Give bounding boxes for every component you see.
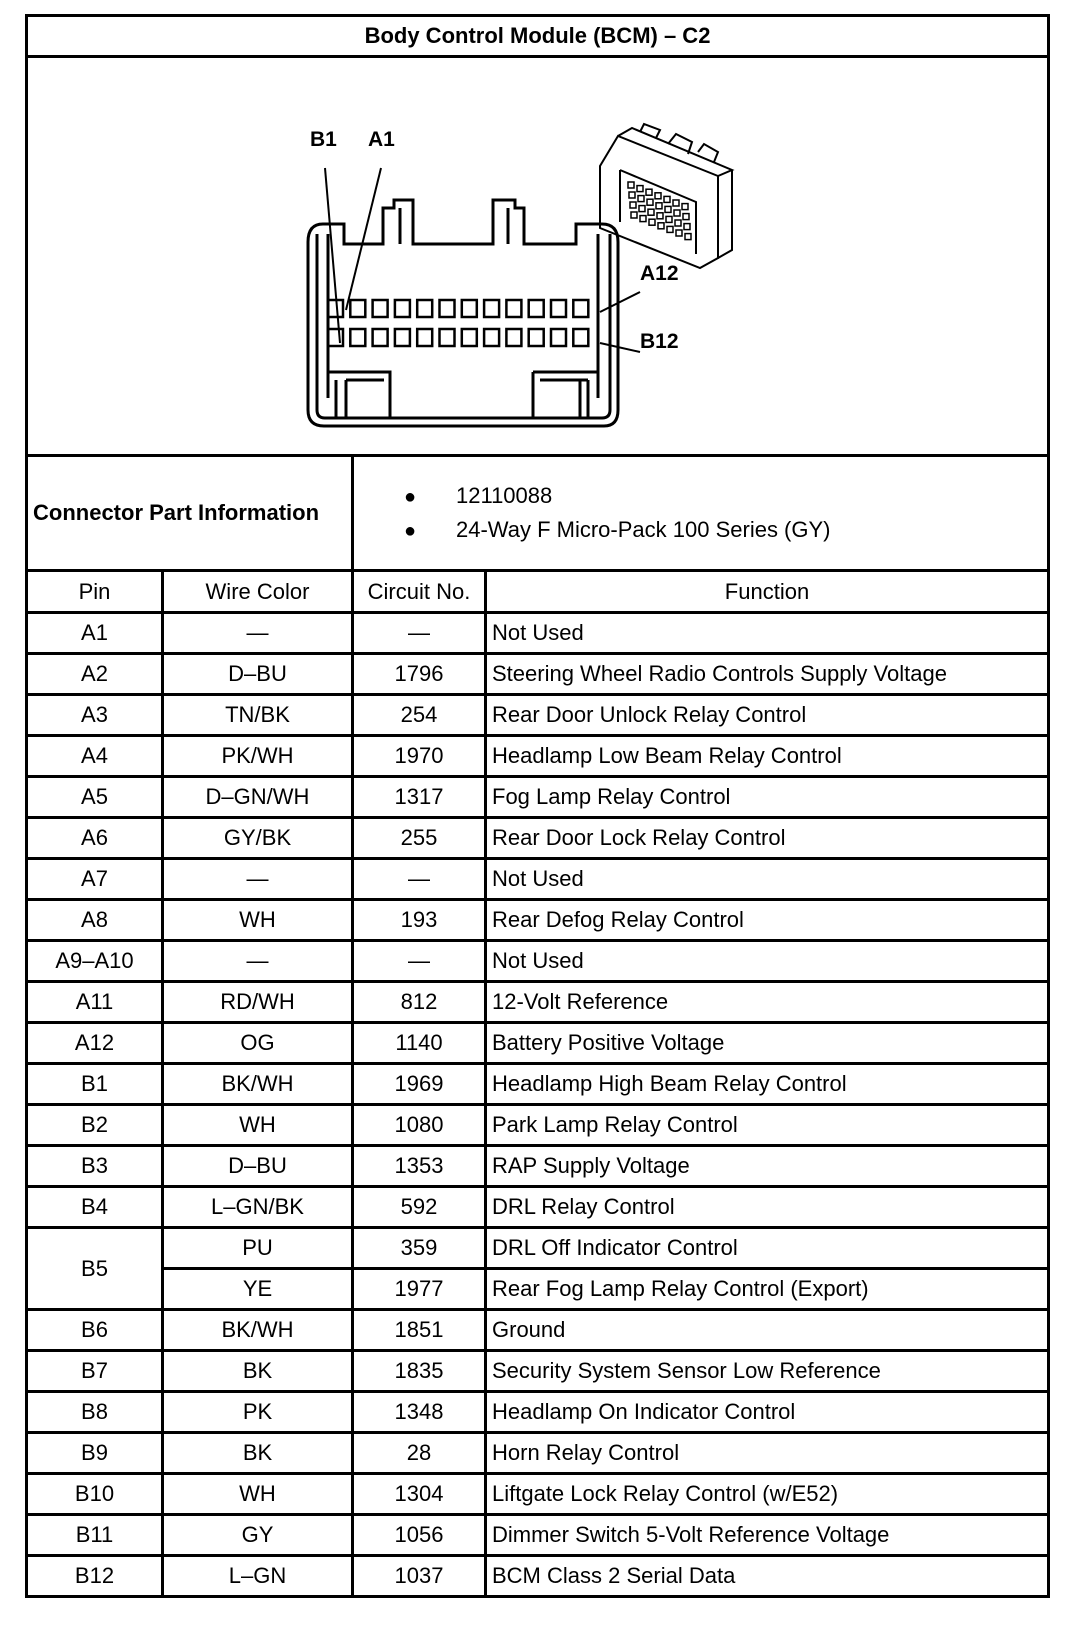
thumbnail-cavity: [637, 186, 643, 192]
pin-cavity: [462, 300, 477, 317]
thumbnail-cavity: [665, 206, 671, 212]
table-header: [27, 571, 1049, 613]
table-row: [27, 1556, 1049, 1597]
pin-cavity: [350, 329, 365, 346]
circuit-cell: 28: [353, 1433, 486, 1474]
circuit-cell: 193: [353, 900, 486, 941]
circuit-cell: 1353: [353, 1146, 486, 1187]
wire-color-cell: WH: [163, 1105, 353, 1146]
pin-cell: A7: [27, 859, 163, 900]
wire-color-cell: TN/BK: [163, 695, 353, 736]
thumbnail-cavity: [664, 196, 670, 202]
circuit-cell: 1796: [353, 654, 486, 695]
table-row: [27, 1187, 1049, 1228]
circuit-cell: 254: [353, 695, 486, 736]
pin-cell: B5: [27, 1228, 163, 1310]
thumbnail-cavity: [682, 204, 688, 210]
function-cell: Security System Sensor Low Reference: [486, 1351, 1049, 1392]
label-a1: A1: [368, 128, 395, 151]
pin-cell: B3: [27, 1146, 163, 1187]
circuit-cell: —: [353, 859, 486, 900]
circuit-cell: 1037: [353, 1556, 486, 1597]
function-cell: Ground: [486, 1310, 1049, 1351]
table-row: [27, 777, 1049, 818]
pin-cavity: [440, 300, 455, 317]
pin-cell: A9–A10: [27, 941, 163, 982]
circuit-cell: 1969: [353, 1064, 486, 1105]
pin-cavity: [417, 300, 432, 317]
wire-color-cell: L–GN: [163, 1556, 353, 1597]
part-info-values: [353, 456, 1049, 571]
function-cell: Liftgate Lock Relay Control (w/E52): [486, 1474, 1049, 1515]
thumbnail-cavity: [631, 212, 637, 218]
pin-cell: B7: [27, 1351, 163, 1392]
pin-cavity: [551, 300, 566, 317]
pin-cavity: [350, 300, 365, 317]
function-cell: Headlamp On Indicator Control: [486, 1392, 1049, 1433]
connector-sheet: [25, 14, 1047, 1598]
pin-cell: A2: [27, 654, 163, 695]
function-cell: 12-Volt Reference: [486, 982, 1049, 1023]
connector-diagram: [27, 57, 1049, 456]
function-cell: Battery Positive Voltage: [486, 1023, 1049, 1064]
function-cell: RAP Supply Voltage: [486, 1146, 1049, 1187]
wire-color-cell: GY: [163, 1515, 353, 1556]
label-a12: A12: [640, 262, 679, 285]
table-row: [27, 818, 1049, 859]
pin-cell: B2: [27, 1105, 163, 1146]
thumbnail-cavity: [676, 230, 682, 236]
table-row: [27, 1023, 1049, 1064]
table-row: [27, 941, 1049, 982]
wire-color-cell: WH: [163, 900, 353, 941]
table-row: [27, 1392, 1049, 1433]
pin-cell: B4: [27, 1187, 163, 1228]
table-row: [27, 1228, 1049, 1269]
pin-cavity: [529, 329, 544, 346]
pin-cell: B11: [27, 1515, 163, 1556]
pin-cell: A4: [27, 736, 163, 777]
circuit-cell: 1851: [353, 1310, 486, 1351]
pin-cavity: [506, 300, 521, 317]
header-function: Function: [486, 571, 1049, 613]
part-info-item: [404, 479, 1047, 513]
function-cell: Horn Relay Control: [486, 1433, 1049, 1474]
wire-color-cell: GY/BK: [163, 818, 353, 859]
thumbnail-cavity: [666, 216, 672, 222]
circuit-cell: 1348: [353, 1392, 486, 1433]
bullet-icon: ●: [404, 486, 417, 508]
wire-color-cell: D–BU: [163, 1146, 353, 1187]
circuit-cell: 1304: [353, 1474, 486, 1515]
thumbnail-cavity: [656, 203, 662, 209]
pin-cavity: [484, 329, 499, 346]
function-cell: Rear Door Lock Relay Control: [486, 818, 1049, 859]
thumbnail-cavity: [667, 226, 673, 232]
wire-color-cell: RD/WH: [163, 982, 353, 1023]
function-cell: DRL Relay Control: [486, 1187, 1049, 1228]
table-row: [27, 695, 1049, 736]
wire-color-cell: OG: [163, 1023, 353, 1064]
table-row: [27, 1146, 1049, 1187]
thumbnail-cavity: [646, 189, 652, 195]
pin-cavity: [440, 329, 455, 346]
function-cell: Rear Defog Relay Control: [486, 900, 1049, 941]
wire-color-cell: D–BU: [163, 654, 353, 695]
part-info-item: [404, 513, 1047, 547]
pin-cavity: [328, 329, 343, 346]
page-title: Body Control Module (BCM) – C2: [27, 16, 1049, 57]
pin-cell: A5: [27, 777, 163, 818]
function-cell: Rear Fog Lamp Relay Control (Export): [486, 1269, 1049, 1310]
thumbnail-cavity: [629, 192, 635, 198]
table-row: [27, 1269, 1049, 1310]
pin-cell: B6: [27, 1310, 163, 1351]
thumbnail-cavity: [639, 206, 645, 212]
pin-cavity: [484, 300, 499, 317]
pin-cavity: [573, 300, 588, 317]
table-row: [27, 1105, 1049, 1146]
circuit-cell: 1056: [353, 1515, 486, 1556]
table-row: [27, 1515, 1049, 1556]
wire-color-cell: PU: [163, 1228, 353, 1269]
pin-cell: A12: [27, 1023, 163, 1064]
function-cell: Rear Door Unlock Relay Control: [486, 695, 1049, 736]
circuit-cell: 359: [353, 1228, 486, 1269]
connector-face-drawing: [28, 58, 1044, 454]
pin-cell: B9: [27, 1433, 163, 1474]
pin-cell: A8: [27, 900, 163, 941]
function-cell: Not Used: [486, 613, 1049, 654]
wire-color-cell: L–GN/BK: [163, 1187, 353, 1228]
pin-cavity: [373, 300, 388, 317]
function-cell: Not Used: [486, 859, 1049, 900]
circuit-cell: —: [353, 613, 486, 654]
table-row: [27, 1474, 1049, 1515]
wire-color-cell: WH: [163, 1474, 353, 1515]
function-cell: Fog Lamp Relay Control: [486, 777, 1049, 818]
circuit-cell: 1977: [353, 1269, 486, 1310]
pin-cavity: [462, 329, 477, 346]
wire-color-cell: BK/WH: [163, 1310, 353, 1351]
wire-color-cell: —: [163, 859, 353, 900]
wire-color-cell: PK: [163, 1392, 353, 1433]
pin-cell: A1: [27, 613, 163, 654]
thumbnail-cavity: [674, 210, 680, 216]
thumbnail-cavity: [648, 209, 654, 215]
pin-cavity: [506, 329, 521, 346]
table-row: [27, 1310, 1049, 1351]
circuit-cell: 1140: [353, 1023, 486, 1064]
function-cell: Headlamp High Beam Relay Control: [486, 1064, 1049, 1105]
pin-cavity: [328, 300, 343, 317]
function-cell: Not Used: [486, 941, 1049, 982]
table-row: [27, 736, 1049, 777]
pin-cell: A3: [27, 695, 163, 736]
thumbnail-cavity: [640, 216, 646, 222]
pin-cavity: [395, 329, 410, 346]
thumbnail-cavity: [647, 199, 653, 205]
wire-color-cell: BK: [163, 1351, 353, 1392]
thumbnail-cavity: [628, 182, 634, 188]
pin-cell: B10: [27, 1474, 163, 1515]
table-row: [27, 1351, 1049, 1392]
thumbnail-cavity: [684, 224, 690, 230]
wire-color-cell: BK/WH: [163, 1064, 353, 1105]
thumbnail-cavity: [630, 202, 636, 208]
thumbnail-cavity: [655, 193, 661, 199]
circuit-cell: 812: [353, 982, 486, 1023]
bullet-icon: ●: [404, 520, 417, 542]
pin-cell: B12: [27, 1556, 163, 1597]
function-cell: BCM Class 2 Serial Data: [486, 1556, 1049, 1597]
thumbnail-cavity: [638, 196, 644, 202]
circuit-cell: 1317: [353, 777, 486, 818]
thumbnail-cavity: [657, 213, 663, 219]
header-pin: Pin: [27, 571, 163, 613]
circuit-cell: —: [353, 941, 486, 982]
function-cell: Headlamp Low Beam Relay Control: [486, 736, 1049, 777]
function-cell: DRL Off Indicator Control: [486, 1228, 1049, 1269]
part-info-label: Connector Part Information: [27, 456, 353, 571]
header-wire-color: Wire Color: [163, 571, 353, 613]
pin-cavity: [529, 300, 544, 317]
pin-cell: B1: [27, 1064, 163, 1105]
pin-cell: A6: [27, 818, 163, 859]
thumbnail-cavity: [649, 219, 655, 225]
thumbnail-cavity: [675, 220, 681, 226]
pin-cavity: [573, 329, 588, 346]
pin-cavity: [373, 329, 388, 346]
thumbnail-cavity: [685, 234, 691, 240]
table-row: [27, 1433, 1049, 1474]
pin-cell: B8: [27, 1392, 163, 1433]
circuit-cell: 255: [353, 818, 486, 859]
label-b12: B12: [640, 330, 679, 353]
part-number: 12110088: [456, 483, 553, 508]
function-cell: Dimmer Switch 5-Volt Reference Voltage: [486, 1515, 1049, 1556]
circuit-cell: 1970: [353, 736, 486, 777]
label-b1: B1: [310, 128, 337, 151]
table-row: [27, 1064, 1049, 1105]
wire-color-cell: —: [163, 941, 353, 982]
thumbnail-cavity: [673, 200, 679, 206]
pin-cell: A11: [27, 982, 163, 1023]
part-description: 24-Way F Micro-Pack 100 Series (GY): [456, 517, 831, 542]
wire-color-cell: YE: [163, 1269, 353, 1310]
pin-cavity: [551, 329, 566, 346]
wire-color-cell: —: [163, 613, 353, 654]
table-row: [27, 982, 1049, 1023]
wire-color-cell: BK: [163, 1433, 353, 1474]
thumbnail-cavity: [683, 214, 689, 220]
pin-cavity: [395, 300, 410, 317]
table-row: [27, 859, 1049, 900]
table-row: [27, 654, 1049, 695]
function-cell: Steering Wheel Radio Controls Supply Voltage: [486, 654, 1049, 695]
connector-table: [25, 14, 1050, 1598]
thumbnail-cavity: [658, 223, 664, 229]
table-row: [27, 900, 1049, 941]
wire-color-cell: PK/WH: [163, 736, 353, 777]
circuit-cell: 1080: [353, 1105, 486, 1146]
circuit-cell: 1835: [353, 1351, 486, 1392]
header-circuit: Circuit No.: [353, 571, 486, 613]
circuit-cell: 592: [353, 1187, 486, 1228]
table-row: [27, 613, 1049, 654]
pin-cavity: [417, 329, 432, 346]
function-cell: Park Lamp Relay Control: [486, 1105, 1049, 1146]
wire-color-cell: D–GN/WH: [163, 777, 353, 818]
